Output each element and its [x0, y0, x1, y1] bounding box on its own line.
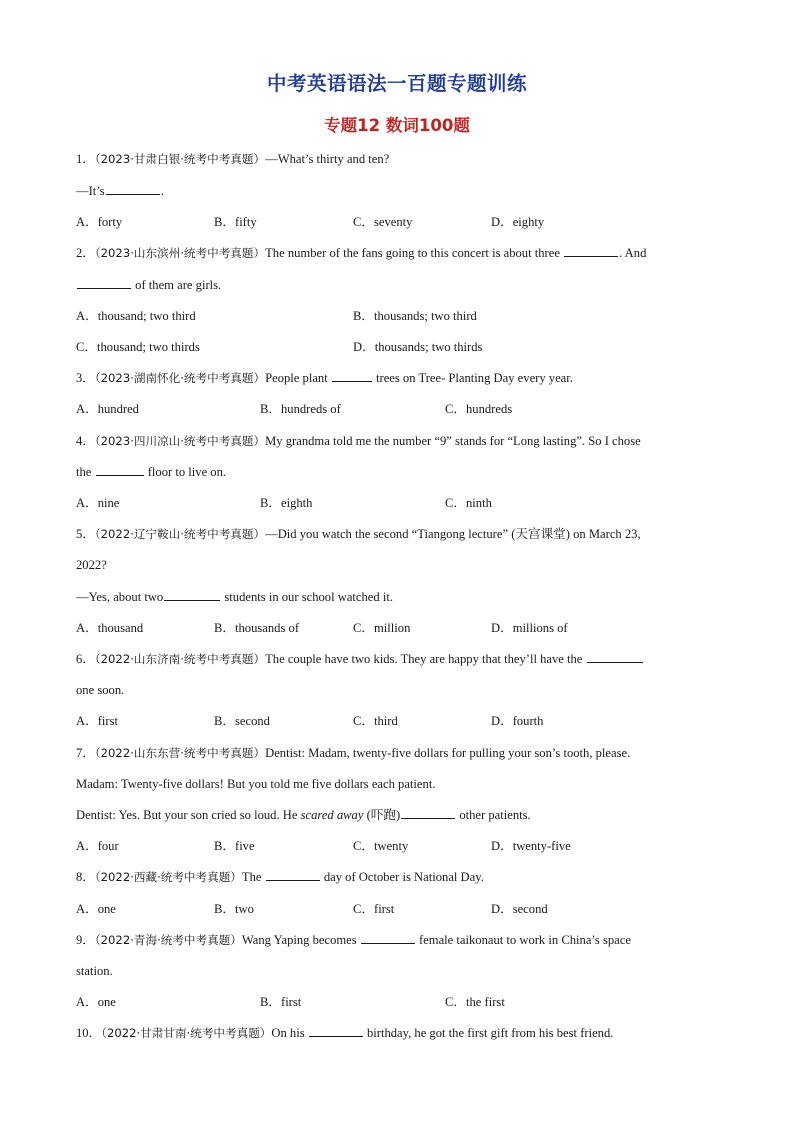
option-d[interactable]: D．twenty-five [491, 839, 571, 853]
option-a[interactable]: A．forty [76, 215, 123, 229]
answer-blank[interactable] [587, 651, 643, 663]
option-c[interactable]: C．third [353, 714, 398, 728]
question-5-line2: 2022? [76, 558, 107, 572]
option-c[interactable]: C．first [353, 902, 395, 916]
page-title: 中考英语语法一百题专题训练 [266, 72, 527, 95]
question-8-stem: 8．（2022·西藏·统考中考真题）The day of October is National Day. [76, 870, 484, 884]
option-b[interactable]: B．second [214, 714, 270, 728]
question-2-line2: of them are girls. [76, 277, 221, 293]
option-b[interactable]: B．fifty [214, 215, 257, 229]
answer-blank[interactable] [401, 807, 455, 819]
option-b[interactable]: B．first [260, 995, 302, 1009]
option-b[interactable]: B．five [214, 839, 255, 853]
option-a[interactable]: A．hundred [76, 402, 139, 416]
option-d[interactable]: D．millions of [491, 621, 568, 635]
option-c[interactable]: C．seventy [353, 215, 413, 229]
question-6-line2: one soon. [76, 683, 125, 697]
option-a[interactable]: A．one [76, 902, 116, 916]
option-d[interactable]: D．thousands; two thirds [353, 340, 483, 354]
question-6-stem: 6．（2022·山东济南·统考中考真题）The couple have two kids. They are happy that they’ll have the [76, 651, 644, 667]
answer-blank[interactable] [164, 589, 220, 601]
option-c[interactable]: C．hundreds [445, 402, 513, 416]
question-3-stem: 3．（2023·湖南怀化·统考中考真题）People plant trees on Tree- Planting Day every year. [76, 371, 573, 385]
question-5-line3: —Yes, about two students in our school watched it. [76, 590, 393, 604]
option-d[interactable]: D．eighty [491, 215, 545, 229]
question-1-stem: 1．（2023·甘肃白银·统考中考真题）—What’s thirty and ten? [76, 152, 390, 166]
question-5-stem: 5．（2022·辽宁鞍山·统考中考真题）—Did you watch the second “Tiangong lecture” (天宫课堂) on March 23, [76, 527, 641, 541]
option-c[interactable]: C．million [353, 621, 411, 635]
answer-blank[interactable] [106, 183, 160, 195]
question-2-stem: 2．（2023·山东滨州·统考中考真题）The number of the fans going to this concert is about three . And [76, 246, 647, 260]
question-1-answer-line: —It’s . [76, 184, 164, 198]
question-9-stem: 9．（2022·青海·统考中考真题）Wang Yaping becomes female taikonaut to work in China’s space [76, 933, 631, 947]
answer-blank[interactable] [266, 869, 320, 881]
option-b[interactable]: B．eighth [260, 496, 313, 510]
question-9-line2: station. [76, 964, 113, 978]
option-d[interactable]: D．second [491, 902, 548, 916]
answer-blank[interactable] [564, 245, 618, 257]
answer-blank[interactable] [96, 464, 144, 476]
option-b[interactable]: B．thousands; two third [353, 309, 477, 323]
option-a[interactable]: A．thousand; two third [76, 309, 196, 323]
option-c[interactable]: C．the first [445, 995, 505, 1009]
answer-blank[interactable] [361, 932, 415, 944]
option-c[interactable]: C．thousand; two thirds [76, 340, 200, 354]
option-c[interactable]: C．twenty [353, 839, 409, 853]
option-d[interactable]: D．fourth [491, 714, 544, 728]
option-a[interactable]: A．thousand [76, 621, 144, 635]
question-7-line3: Dentist: Yes. But your son cried so loud. He scared away (吓跑) other patients. [76, 808, 531, 822]
question-7-stem: 7．（2022·山东东营·统考中考真题）Dentist: Madam, twenty-five dollars for pulling your son’s tooth, please. [76, 746, 631, 760]
question-10-stem: 10．（2022·甘肃甘南·统考中考真题）On his birthday, he got the first gift from his best friend. [76, 1026, 614, 1040]
answer-blank[interactable] [77, 277, 131, 289]
answer-blank[interactable] [309, 1025, 363, 1037]
option-c[interactable]: C．ninth [445, 496, 492, 510]
option-b[interactable]: B．thousands of [214, 621, 300, 635]
option-a[interactable]: A．four [76, 839, 119, 853]
question-4-stem: 4．（2023·四川凉山·统考中考真题）My grandma told me the number “9” stands for “Long lasting”. So I chose [76, 434, 641, 448]
option-a[interactable]: A．first [76, 714, 118, 728]
option-a[interactable]: A．one [76, 995, 116, 1009]
question-7-line2: Madam: Twenty-five dollars! But you told me five dollars each patient. [76, 777, 436, 791]
option-b[interactable]: B．hundreds of [260, 402, 341, 416]
page-subtitle: 专题12 数词100题 [324, 116, 470, 135]
question-4-line2: the floor to live on. [76, 465, 227, 479]
answer-blank[interactable] [332, 370, 372, 382]
option-b[interactable]: B．two [214, 902, 254, 916]
option-a[interactable]: A．nine [76, 496, 120, 510]
